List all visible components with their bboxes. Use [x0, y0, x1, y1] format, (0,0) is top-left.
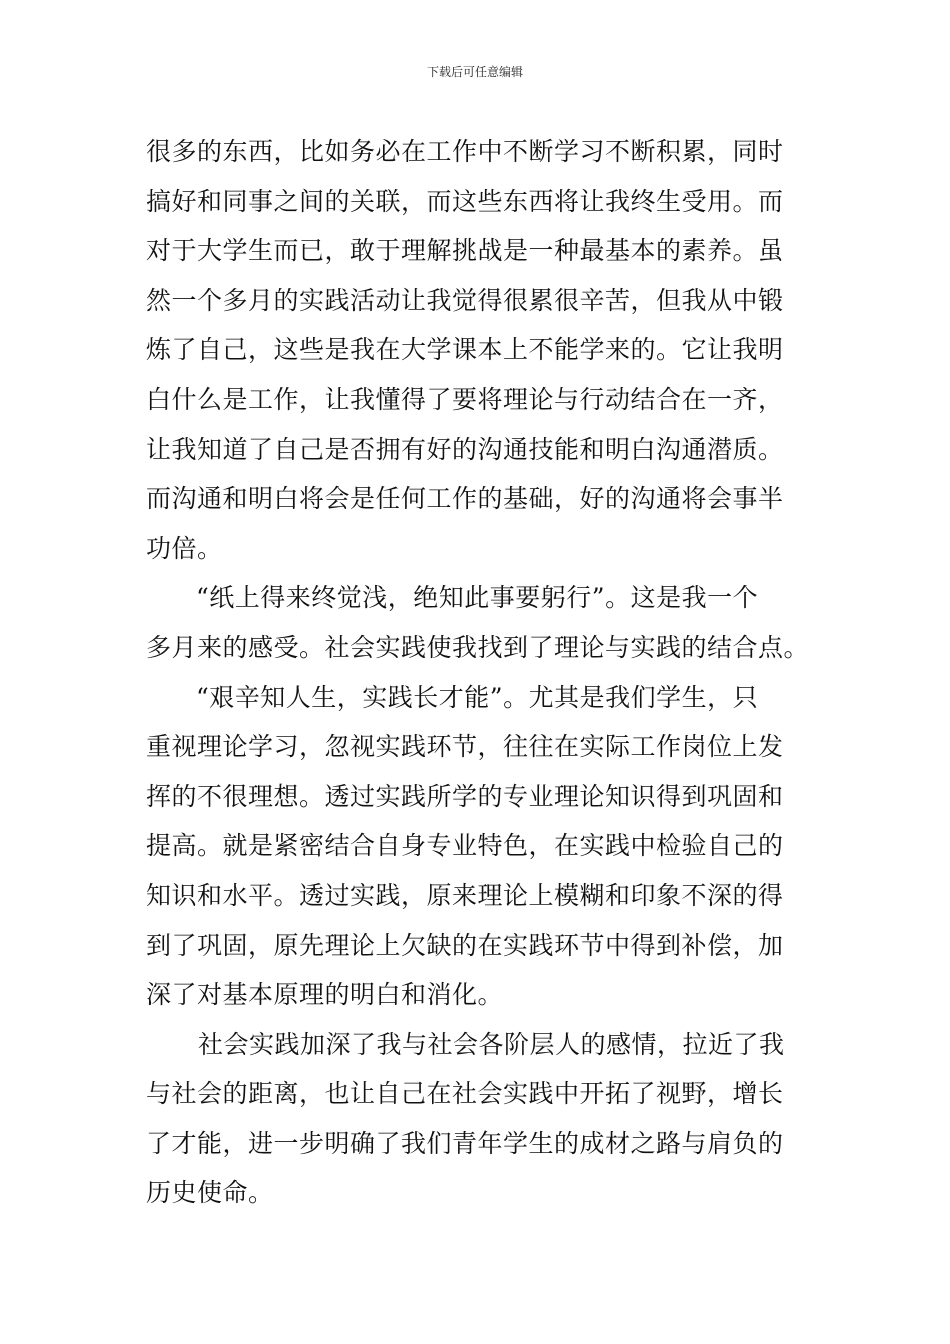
text-line: 而沟通和明白将会是任何工作的基础，好的沟通将会事半 — [146, 484, 784, 514]
text-line: 让我知道了自己是否拥有好的沟通技能和明白沟通潜质。 — [146, 434, 784, 464]
text-line: “艰辛知人生，实践长才能”。尤其是我们学生，只 — [196, 682, 759, 712]
paragraph-3 — [146, 673, 808, 1020]
text-line: 与社会的距离，也让自己在社会实践中开拓了视野，增长 — [146, 1079, 784, 1109]
text-line: 对于大学生而已，敢于理解挑战是一种最基本的素养。虽 — [146, 236, 784, 266]
text-line: 了才能，进一步明确了我们青年学生的成材之路与肩负的 — [146, 1128, 784, 1158]
text-line: 功倍。 — [146, 533, 223, 563]
paragraph-2 — [146, 573, 808, 672]
text-line: 挥的不很理想。透过实践所学的专业理论知识得到巩固和 — [146, 781, 784, 811]
text-line: 搞好和同事之间的关联，而这些东西将让我终生受用。而 — [146, 186, 784, 216]
document-body — [146, 127, 808, 1218]
text-line: 炼了自己，这些是我在大学课本上不能学来的。它让我明 — [146, 335, 784, 365]
text-line: 很多的东西，比如务必在工作中不断学习不断积累，同时 — [146, 137, 784, 166]
page-header: 下载后可任意编辑 — [426, 65, 523, 79]
text-line: 提高。就是紧密结合自身专业特色，在实践中检验自己的 — [146, 831, 784, 861]
text-line: 深了对基本原理的明白和消化。 — [146, 980, 504, 1010]
text-line: 重视理论学习，忽视实践环节，往往在实际工作岗位上发 — [146, 732, 784, 762]
text-line: 到了巩固，原先理论上欠缺的在实践环节中得到补偿，加 — [146, 930, 784, 960]
text-line: 历史使命。 — [146, 1178, 274, 1208]
paragraph-1 — [146, 127, 808, 573]
paragraph-4 — [146, 1020, 808, 1218]
text-line: 社会实践加深了我与社会各阶层人的感情，拉近了我 — [198, 1029, 785, 1059]
text-line: 然一个多月的实践活动让我觉得很累很辛苦，但我从中锻 — [146, 285, 784, 315]
text-line: “纸上得来终觉浅，绝知此事要躬行”。这是我一个 — [196, 583, 759, 613]
text-line: 知识和水平。透过实践，原来理论上模糊和印象不深的得 — [146, 880, 784, 910]
text-line: 白什么是工作，让我懂得了要将理论与行动结合在一齐， — [146, 384, 784, 414]
text-line: 多月来的感受。社会实践使我找到了理论与实践的结合点。 — [146, 632, 810, 662]
